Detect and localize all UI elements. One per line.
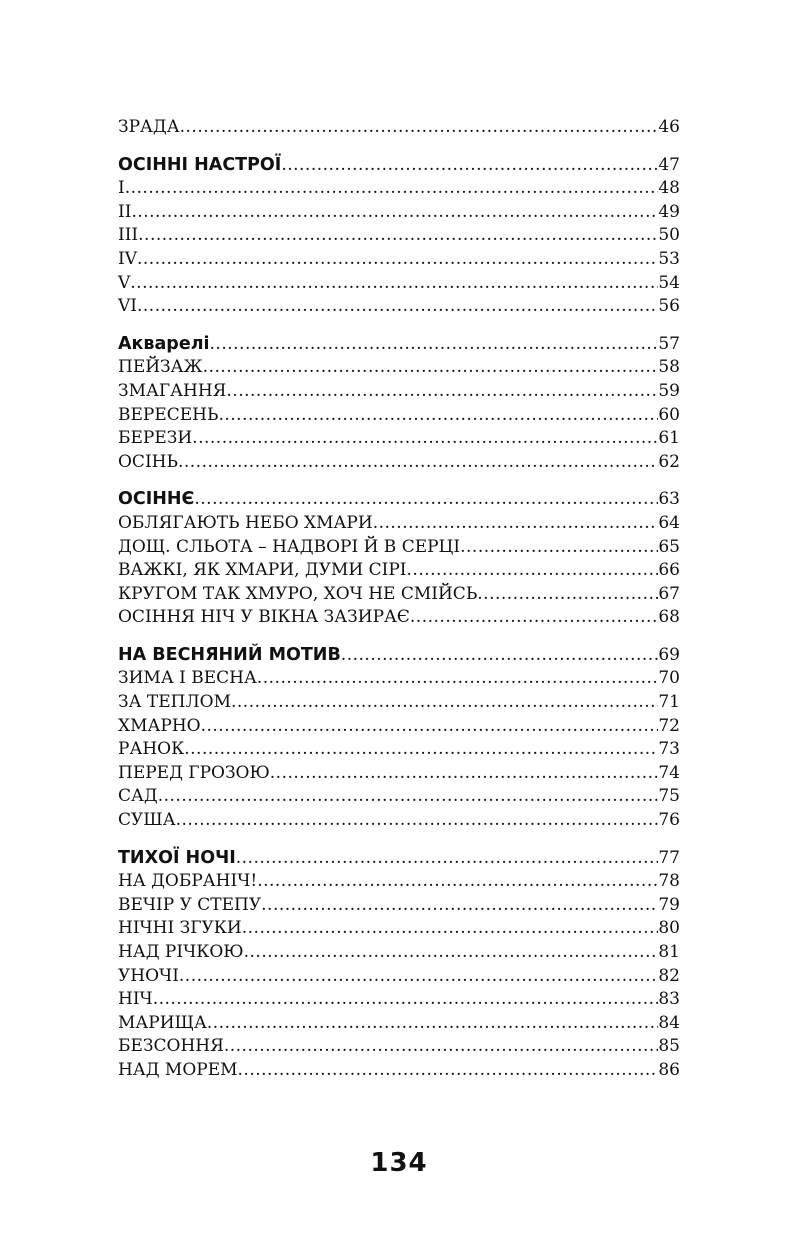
dot-leader xyxy=(138,224,658,248)
toc-entry-title: МАРИЩА xyxy=(118,1012,207,1033)
dot-leader xyxy=(180,116,659,140)
toc-entry-page: 66 xyxy=(658,560,680,581)
dot-leader xyxy=(184,738,658,762)
dot-leader xyxy=(218,404,658,428)
dot-leader xyxy=(207,1012,659,1036)
dot-leader xyxy=(224,1035,659,1059)
toc-entry-title: ПЕРЕД ГРОЗОЮ xyxy=(118,762,270,783)
toc-entry-title: НА ДОБРАНІЧ! xyxy=(118,871,258,892)
toc-entry-page: 57 xyxy=(658,333,680,354)
dot-leader xyxy=(460,536,658,560)
toc-entry-page: 75 xyxy=(658,786,680,807)
toc-entry-title: ВЕРЕСЕНЬ xyxy=(118,404,219,425)
toc-entry-title: ОСІННІ НАСТРОЇ xyxy=(118,154,282,175)
toc-entry-page: 59 xyxy=(658,380,680,401)
toc-entry-title: ДОЩ. СЛЬОТА – НАДВОРІ Й В СЕРЦІ xyxy=(118,536,461,557)
toc-entry-page: 46 xyxy=(658,117,680,137)
toc-section-heading xyxy=(118,154,680,178)
toc-entry xyxy=(118,177,680,201)
toc-entry-title: VI xyxy=(118,296,137,317)
toc-entry-title: ЗМАГАННЯ xyxy=(118,380,227,401)
toc-entry-page: 61 xyxy=(658,428,680,449)
toc-entry-title: КРУГОМ ТАК ХМУРО, ХОЧ НЕ СМІЙСЬ xyxy=(118,583,478,604)
toc-entry-title: ОСІНЬ xyxy=(118,451,178,472)
dot-leader xyxy=(281,154,658,178)
toc-section-heading xyxy=(118,644,680,668)
toc-entry-page: 68 xyxy=(658,607,680,628)
toc-entry-title: НІЧНІ ЗГУКИ xyxy=(118,918,242,939)
toc-entry-title: IV xyxy=(118,248,137,269)
toc-entry-page: 76 xyxy=(658,810,680,831)
toc-entry-page: 67 xyxy=(658,583,680,604)
toc-entry xyxy=(118,809,680,833)
toc-entry-page: 60 xyxy=(658,404,680,425)
toc-entry-title: ВЕЧІР У СТЕПУ xyxy=(118,894,262,915)
toc-entry xyxy=(118,988,680,1012)
toc-entry xyxy=(118,356,680,380)
dot-leader xyxy=(179,965,658,989)
toc-entry-page: 53 xyxy=(658,248,680,269)
toc-entry-page: 63 xyxy=(658,489,680,510)
toc-entry-title: III xyxy=(118,225,139,246)
toc-entry xyxy=(118,224,680,248)
toc-entry-title: ВАЖКІ, ЯК ХМАРИ, ДУМИ СІРІ xyxy=(118,560,407,581)
dot-leader xyxy=(236,847,659,871)
toc-entry xyxy=(118,965,680,989)
toc-entry-page: 72 xyxy=(658,715,680,736)
dot-leader xyxy=(407,559,659,583)
toc-entry-page: 54 xyxy=(658,272,680,293)
toc-entry-title: Акварелі xyxy=(118,333,210,354)
toc-entry xyxy=(118,512,680,536)
toc-entry-page: 81 xyxy=(658,942,680,962)
dot-leader xyxy=(192,427,658,451)
dot-leader xyxy=(137,295,658,319)
toc-entry xyxy=(118,583,680,607)
toc-entry-title: УНОЧІ xyxy=(118,965,179,986)
toc-entry-title: II xyxy=(118,201,132,222)
toc-entry xyxy=(118,870,680,894)
toc-entry-page: 50 xyxy=(658,225,680,246)
toc-entry-title: ОСІННЄ xyxy=(118,489,195,510)
toc-entry-title: НАД МОРЕМ xyxy=(118,1059,238,1080)
toc-entry-page: 49 xyxy=(658,201,680,222)
dot-leader xyxy=(226,380,658,404)
dot-leader xyxy=(125,177,659,201)
toc-entry xyxy=(118,715,680,739)
toc-entry-page: 71 xyxy=(658,692,680,713)
toc-entry xyxy=(118,272,680,296)
toc-entry xyxy=(118,536,680,560)
toc-entry-page: 65 xyxy=(658,536,680,557)
dot-leader xyxy=(194,488,658,512)
toc-entry-title: ОСІННЯ НІЧ У ВІКНА ЗАЗИРАЄ xyxy=(118,607,410,628)
toc-entry xyxy=(118,380,680,404)
toc-entry-page: 83 xyxy=(658,989,680,1010)
toc-entry xyxy=(118,762,680,786)
toc-entry xyxy=(118,738,680,762)
toc-entry xyxy=(118,116,680,140)
toc-entry xyxy=(118,1035,680,1059)
dot-leader xyxy=(176,809,659,833)
table-of-contents xyxy=(118,116,680,1083)
toc-entry-title: БЕРЕЗИ xyxy=(118,428,193,449)
toc-entry-title: ОБЛЯГАЮТЬ НЕБО ХМАРИ xyxy=(118,512,373,533)
dot-leader xyxy=(203,356,659,380)
toc-entry-title: НАД РІЧКОЮ xyxy=(118,942,244,962)
dot-leader xyxy=(130,272,658,296)
dot-leader xyxy=(257,667,659,691)
dot-leader xyxy=(158,785,659,809)
toc-entry xyxy=(118,941,680,965)
dot-leader xyxy=(477,583,658,607)
dot-leader xyxy=(137,248,658,272)
dot-leader xyxy=(410,606,658,630)
dot-leader xyxy=(238,1059,659,1083)
toc-entry xyxy=(118,894,680,918)
toc-entry xyxy=(118,1059,680,1083)
dot-leader xyxy=(178,451,658,475)
toc-entry-title: ЗРАДА xyxy=(118,117,180,137)
toc-entry xyxy=(118,785,680,809)
toc-entry xyxy=(118,1012,680,1036)
toc-entry-title: ТИХОЇ НОЧІ xyxy=(118,847,236,868)
toc-entry-page: 82 xyxy=(658,965,680,986)
toc-entry xyxy=(118,606,680,630)
dot-leader xyxy=(231,691,658,715)
toc-entry-page: 58 xyxy=(658,357,680,378)
toc-entry xyxy=(118,427,680,451)
toc-entry-title: РАНОК xyxy=(118,739,185,760)
toc-entry xyxy=(118,451,680,475)
toc-section-heading xyxy=(118,333,680,357)
toc-entry-page: 64 xyxy=(658,512,680,533)
toc-entry-page: 47 xyxy=(658,154,680,175)
page-number: 134 xyxy=(370,1148,428,1178)
toc-entry-page: 69 xyxy=(658,644,680,665)
dot-leader xyxy=(131,201,658,225)
dot-leader xyxy=(153,988,659,1012)
toc-entry xyxy=(118,917,680,941)
toc-entry-page: 86 xyxy=(658,1059,680,1080)
toc-section-heading xyxy=(118,847,680,871)
toc-entry xyxy=(118,559,680,583)
toc-entry xyxy=(118,201,680,225)
toc-entry-title: БЕЗСОННЯ xyxy=(118,1036,224,1057)
toc-entry-title: САД xyxy=(118,786,158,807)
toc-entry-title: ПЕЙЗАЖ xyxy=(118,357,203,378)
toc-section-heading xyxy=(118,488,680,512)
toc-entry xyxy=(118,295,680,319)
toc-entry-page: 77 xyxy=(658,847,680,868)
dot-leader xyxy=(261,894,658,918)
toc-entry-title: ЗА ТЕПЛОМ xyxy=(118,692,231,713)
toc-entry-page: 70 xyxy=(658,668,680,689)
dot-leader xyxy=(373,512,659,536)
dot-leader xyxy=(244,941,659,965)
toc-entry-page: 84 xyxy=(658,1012,680,1033)
toc-entry-page: 48 xyxy=(658,178,680,199)
dot-leader xyxy=(270,762,659,786)
toc-entry-page: 80 xyxy=(658,918,680,939)
dot-leader xyxy=(242,917,659,941)
toc-entry-title: СУША xyxy=(118,810,176,831)
toc-entry-page: 74 xyxy=(658,762,680,783)
toc-entry-title: V xyxy=(118,272,131,293)
toc-entry-page: 73 xyxy=(658,739,680,760)
toc-entry-page: 79 xyxy=(658,894,680,915)
toc-entry-page: 62 xyxy=(658,451,680,472)
dot-leader xyxy=(341,644,659,668)
dot-leader xyxy=(257,870,658,894)
toc-entry-title: ЗИМА І ВЕСНА xyxy=(118,668,257,689)
toc-entry-page: 78 xyxy=(658,871,680,892)
toc-entry xyxy=(118,404,680,428)
dot-leader xyxy=(201,715,659,739)
toc-entry-title: НА ВЕСНЯНИЙ МОТИВ xyxy=(118,644,341,665)
toc-entry-title: НІЧ xyxy=(118,989,153,1010)
dot-leader xyxy=(210,333,659,357)
toc-entry-title: I xyxy=(118,178,125,199)
toc-entry-page: 56 xyxy=(658,296,680,317)
toc-entry xyxy=(118,248,680,272)
toc-entry-page: 85 xyxy=(658,1036,680,1057)
toc-entry-title: ХМАРНО xyxy=(118,715,201,736)
toc-entry xyxy=(118,691,680,715)
toc-entry xyxy=(118,667,680,691)
